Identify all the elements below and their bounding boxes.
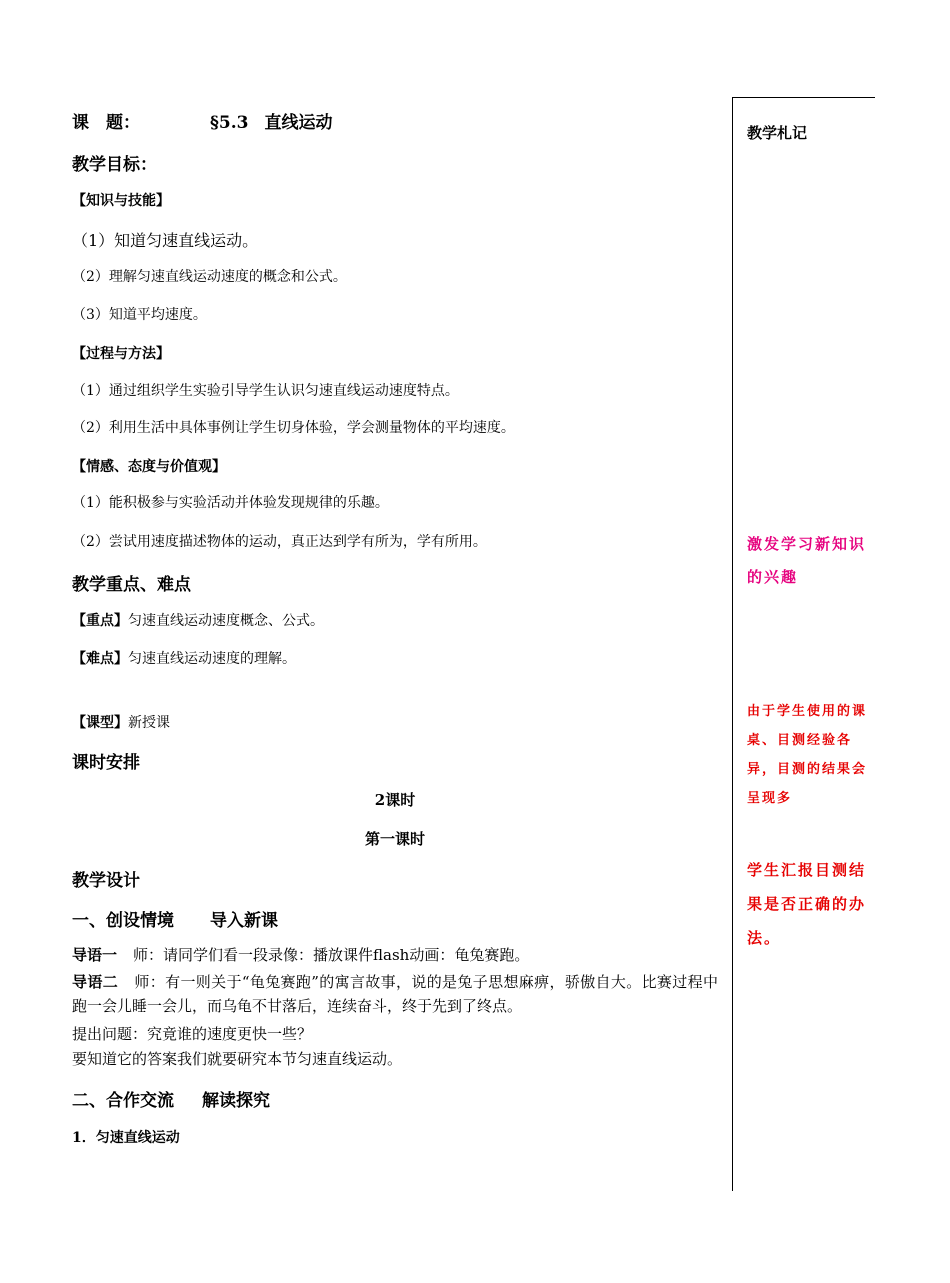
emotion-item: （1）能积极参与实验活动并体验发现规律的乐趣。 xyxy=(72,495,389,511)
part2-title-a: 二、合作交流 xyxy=(72,1091,174,1111)
intro-two xyxy=(72,970,718,1018)
part1-title xyxy=(72,906,278,931)
intro-one-text: 师：请同学们看一段录像：播放课件flash动画：龟兔赛跑。 xyxy=(133,946,530,964)
focus-label: 【重点】 xyxy=(72,613,128,629)
note-report: 学生汇报目测结果是否正确的办法。 xyxy=(747,861,867,947)
intro-one-label: 导语一 xyxy=(72,946,118,964)
lesson-type-value: 新授课 xyxy=(128,715,170,731)
notes-column-divider xyxy=(732,97,733,1191)
part2-title-b: 解读探究 xyxy=(202,1091,270,1111)
difficulty-line xyxy=(72,648,296,668)
part1-title-b: 导入新课 xyxy=(210,911,278,931)
part2-title xyxy=(72,1086,270,1111)
intro-one xyxy=(72,943,718,967)
lesson-type-label: 【课型】 xyxy=(72,715,128,731)
focus-line xyxy=(72,610,324,630)
subsection-uniform-motion: 1．匀速直线运动 xyxy=(72,1130,180,1146)
goals-title: 教学目标： xyxy=(72,155,157,175)
knowledge-heading: 【知识与技能】 xyxy=(72,193,170,209)
notes-column-top-rule xyxy=(732,97,875,98)
transition-line: 要知道它的答案我们就要研究本节匀速直线运动。 xyxy=(72,1050,403,1068)
knowledge-item: （2）理解匀速直线运动速度的概念和公式。 xyxy=(72,269,347,285)
intro-two-text: 师：有一则关于“龟兔赛跑”的寓言故事，说的是兔子思想麻痹，骄傲自大。比赛过程中跑一会儿睡一会儿，而乌龟不甘落后，连续奋斗，终于先到了终点。 xyxy=(72,973,718,1015)
focus-text: 匀速直线运动速度概念、公式。 xyxy=(128,613,324,629)
lesson-type-line xyxy=(72,712,170,732)
process-item: （2）利用生活中具体事例让学生切身体验，学会测量物体的平均速度。 xyxy=(72,420,515,436)
knowledge-item: （3）知道平均速度。 xyxy=(72,307,207,323)
section-number: §5.3 xyxy=(210,113,249,133)
schedule-first-lesson: 第一课时 xyxy=(364,830,425,848)
part1-title-a: 一、创设情境 xyxy=(72,911,174,931)
note-estimation: 由于学生使用的课桌、目测经验各异，目测的结果会呈现多 xyxy=(747,704,868,806)
note-interest: 激发学习新知识的兴趣 xyxy=(747,535,867,586)
subject-label: 课 题： xyxy=(72,113,140,133)
difficulty-text: 匀速直线运动速度的理解。 xyxy=(128,651,296,667)
question-line: 提出问题：究竟谁的速度更快一些？ xyxy=(72,1025,313,1043)
process-heading: 【过程与方法】 xyxy=(72,346,170,362)
schedule-hours: 2课时 xyxy=(374,791,416,809)
schedule-title: 课时安排 xyxy=(72,753,140,773)
emotion-item: （2）尝试用速度描述物体的运动，真正达到学有所为，学有所用。 xyxy=(72,534,487,550)
intro-two-label: 导语二 xyxy=(72,973,119,991)
notes-title: 教学札记 xyxy=(747,124,808,142)
emotion-heading: 【情感、态度与价值观】 xyxy=(72,459,226,475)
topic-title: 直线运动 xyxy=(264,113,333,133)
knowledge-item: （1）知道匀速直线运动。 xyxy=(72,231,259,250)
difficulty-label: 【难点】 xyxy=(72,651,128,667)
subject-line xyxy=(72,108,332,133)
key-points-title: 教学重点、难点 xyxy=(72,575,191,595)
process-item: （1）通过组织学生实验引导学生认识匀速直线运动速度特点。 xyxy=(72,383,459,399)
design-title: 教学设计 xyxy=(72,871,140,891)
